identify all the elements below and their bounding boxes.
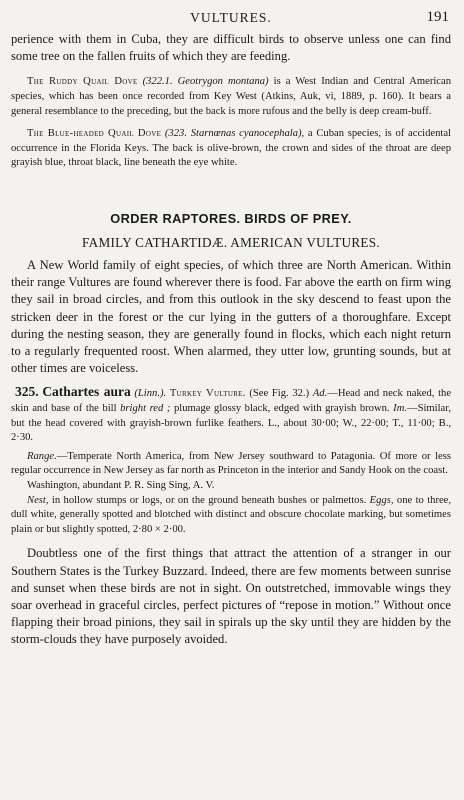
- species-reference: (323. Starnœnas cyanocephala),: [164, 128, 305, 140]
- species-reference: (322.1. Geotrygon montana): [142, 76, 269, 88]
- adult-description-cont: plumage glossy black, edged with grayish brown.: [173, 402, 390, 414]
- range-label: Range.: [27, 450, 57, 462]
- adult-description: —Head and neck naked, the skin and base of the bill: [11, 388, 452, 414]
- range-text: —Temperate North America, from New Jersey southward to Patagonia. Of more or less regular occurrence in New Jersey as far north as Princeton in the interior and Sandy Hook on the coast.: [11, 450, 451, 477]
- order-heading: ORDER RAPTORES. BIRDS OF PREY.: [110, 210, 352, 226]
- species-author: (Linn.).: [134, 388, 167, 400]
- range-paragraph: [11, 450, 451, 479]
- running-title: VULTURES.: [190, 10, 272, 25]
- blue-headed-quail-dove-note: [11, 127, 451, 171]
- note-text: is a West Indian and Central American species, which has been once recorded from Key West (Atkins, Auk, vi, 1889, p. 160). It bears a general resemblance to the preceding, but the back is more rufous and the belly is deep cream-buff.: [11, 76, 451, 117]
- bright-red-text: bright red ;: [120, 402, 171, 414]
- nest-label: Nest,: [27, 494, 49, 506]
- nest-text: in hollow stumps or logs, or on the ground beneath bushes or palmettos.: [51, 494, 367, 506]
- eggs-label: Eggs,: [369, 494, 394, 506]
- immature-label: Im.: [393, 402, 407, 414]
- immature-description: —Similar, but the head covered with grayish-brown furlike feathers. L., about 30·00; W., 22·00; T., 11·00; B., 2·30.: [11, 402, 452, 444]
- eggs-text: one to three, dull white, generally spotted and blotched with distinct and obscure chocolate marking, but sometimes plain or but slightly spotted, 2·80 × 2·00.: [11, 494, 452, 535]
- family-heading: FAMILY CATHARTIDÆ. AMERICAN VULTURES.: [81, 234, 381, 250]
- note-text: a Cuban species, is of accidental occurrence in the Florida Keys. The back is olive-brown, the crown and sides of the throat are deep grayish blue, throat black, line beneath the eye white.: [11, 128, 451, 169]
- species-scientific-name: Cathartes aura: [42, 384, 131, 400]
- turkey-buzzard-paragraph: Doubtless one of the first things that attract the attention of a stranger in our Southern States is the Turkey Buzzard. Indeed, there are few moments between sunrise and sunset when these birds are not in sight. On outstretched, immovable wings they soar overhead in graceful circles, perfect pictures of “repose in motion.” Without once flapping their broad pinions, they sail in spirals up the sky until they are hidden by the storm-clouds they have purposely avoided.: [11, 546, 451, 647]
- adult-label: Ad.: [312, 388, 328, 400]
- locality-line: Washington, abundant P. R. Sing Sing, A. V.: [27, 479, 215, 491]
- species-account: [11, 385, 451, 445]
- species-common-name: The Blue-headed Quail Dove: [27, 128, 162, 140]
- family-intro-paragraph: A New World family of eight species, of which three are North American. Within their range Vultures are found wherever there is food. Far above the earth on firm wing they sail in broad circles, and from this outlook in the sky descend to feast upon the stricken deer in the forest or the cur lying in the gutters of a thoroughfare. Except during the nesting season, they are generally found in flocks, which each night return to a regularly frequented roost. When alarmed, they utter low, grunting sounds, but at other times are voiceless.: [11, 257, 451, 376]
- species-common-name: The Ruddy Quail Dove: [27, 76, 138, 88]
- page-number: 191: [426, 9, 449, 25]
- species-number: 325.: [15, 384, 39, 400]
- figure-reference: (See Fig. 32.): [249, 388, 310, 400]
- species-common-name: Turkey Vulture.: [169, 388, 246, 400]
- nest-paragraph: [11, 494, 451, 538]
- continued-paragraph: perience with them in Cuba, they are difficult birds to observe unless one can find some tree on the fallen fruits of which they are feeding.: [11, 32, 451, 64]
- ruddy-quail-dove-note: [11, 75, 451, 119]
- running-header: [11, 6, 451, 28]
